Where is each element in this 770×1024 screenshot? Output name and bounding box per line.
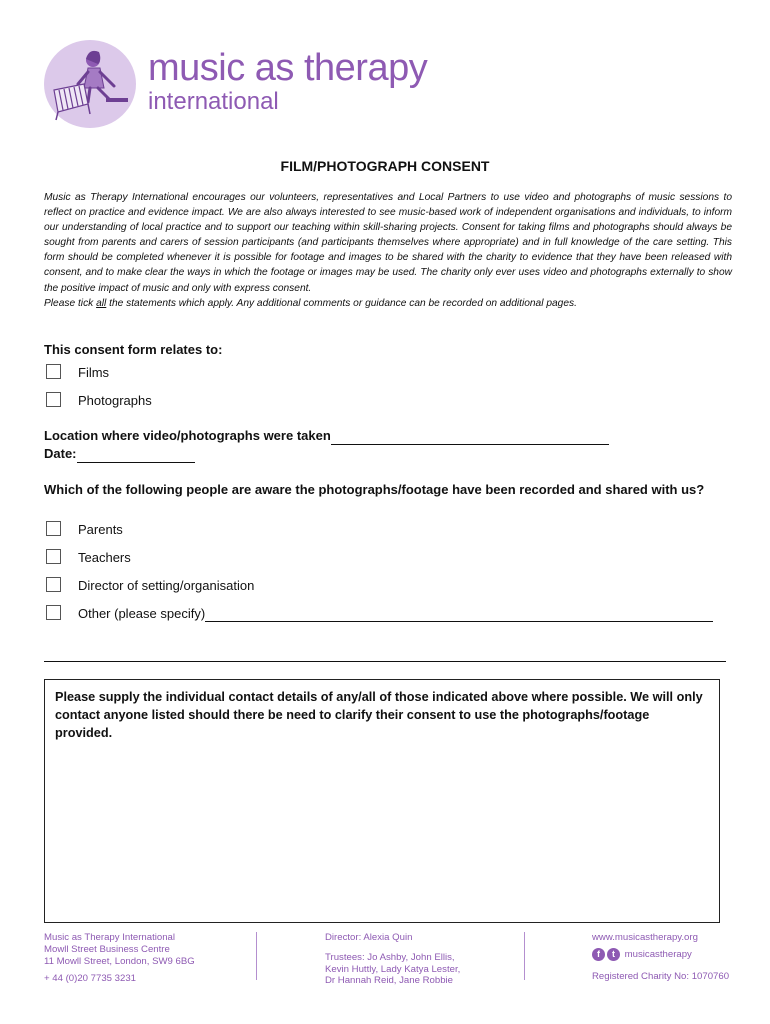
other-checkbox[interactable] [46,605,61,620]
footer-social-handle: musicastherapy [624,948,692,960]
footer-address-line-1: Mowll Street Business Centre [44,943,170,955]
footer-social[interactable] [592,948,729,961]
other-option[interactable] [46,605,736,625]
photographs-checkbox[interactable] [46,392,61,407]
tick-instruction-end: the statements which apply. Any additional comments or guidance can be recorded on additional pages. [106,297,577,309]
brand-subtitle: international [148,88,279,115]
additional-line[interactable] [44,661,726,662]
logo-icon [44,40,136,128]
relates-label: This consent form relates to: [44,342,223,357]
intro-text [44,190,732,311]
tick-instruction-all: all [96,297,107,309]
footer-trustees-1: Trustees: Jo Ashby, John Ellis, [325,951,455,963]
other-label-text: Other (please specify) [78,606,206,621]
brand-name: music as therapy [148,47,428,89]
films-checkbox[interactable] [46,364,61,379]
location-blank[interactable] [331,431,609,445]
date-field[interactable] [44,445,195,463]
date-blank[interactable] [77,449,195,463]
contact-instructions: Please supply the individual contact details of any/all of those indicated above where possible. We will only contact anyone listed should there be need to clarify their consent to use the photographs/footage provided. [55,690,703,740]
intro-paragraph: Music as Therapy International encourages our volunteers, representatives and Local Partners to use video and photographs of music sessions to reflect on practice and evidence impact. We are also always interested to see music-based work of independent organisations and individuals, to inform our understanding of local practice and to support our teaching within skill-sharing projects. Consent for taking films and photographs should always be sought from parents and carers of session participants (and participants themselves where appropriate) and in full knowledge of the care setting. This form should be completed whenever it is possible for footage and images to be shared with the charity to evidence that they have been released with consent, and to make clear the ways in which the footage or images may be used. The charity only ever uses video and photographs externally to show the positive impact of music and only with express consent. [44,192,732,294]
tick-instruction-start: Please tick [44,297,97,309]
footer [44,932,734,992]
footer-org-name: Music as Therapy International [44,932,176,943]
director-checkbox[interactable] [46,577,61,592]
footer-phone: + 44 (0)20 7735 3231 [44,973,137,985]
parents-label: Parents [78,522,123,537]
footer-address-line-2: 11 Mowll Street, London, SW9 6BG [44,955,195,967]
twitter-icon[interactable]: t [607,948,620,961]
footer-address [44,932,195,985]
teachers-label: Teachers [78,550,131,565]
footer-trustees-2: Kevin Huttly, Lady Katya Lester, [325,963,461,975]
location-field[interactable] [44,427,609,445]
parents-checkbox[interactable] [46,521,61,536]
footer-divider [524,932,525,980]
parents-option[interactable] [46,521,736,541]
tick-instruction [44,296,732,311]
teachers-option[interactable] [46,549,736,569]
date-label: Date: [44,446,77,461]
footer-people [325,932,460,987]
other-specify-blank[interactable] [205,609,713,622]
photographs-option[interactable] [46,392,736,412]
form-title: FILM/PHOTOGRAPH CONSENT [280,158,490,174]
footer-director: Director: Alexia Quin [325,932,413,943]
location-label: Location where video/photographs were taken [44,428,331,443]
photographs-label: Photographs [78,393,152,408]
footer-website[interactable]: www.musicastherapy.org [592,932,698,943]
contact-details-box[interactable] [44,679,720,923]
aware-label: Which of the following people are aware the photographs/footage have been recorded and shared with us? [44,482,705,497]
films-option[interactable] [46,364,736,384]
other-label [78,606,713,622]
films-label: Films [78,365,110,380]
facebook-icon[interactable]: f [592,948,605,961]
director-label: Director of setting/organisation [78,578,255,593]
footer-trustees-3: Dr Hannah Reid, Jane Robbie [325,975,453,987]
footer-contact [592,932,729,983]
header [44,40,464,130]
teachers-checkbox[interactable] [46,549,61,564]
footer-divider [256,932,257,980]
footer-charity-number: Registered Charity No: 1070760 [592,970,730,982]
director-option[interactable] [46,577,736,597]
